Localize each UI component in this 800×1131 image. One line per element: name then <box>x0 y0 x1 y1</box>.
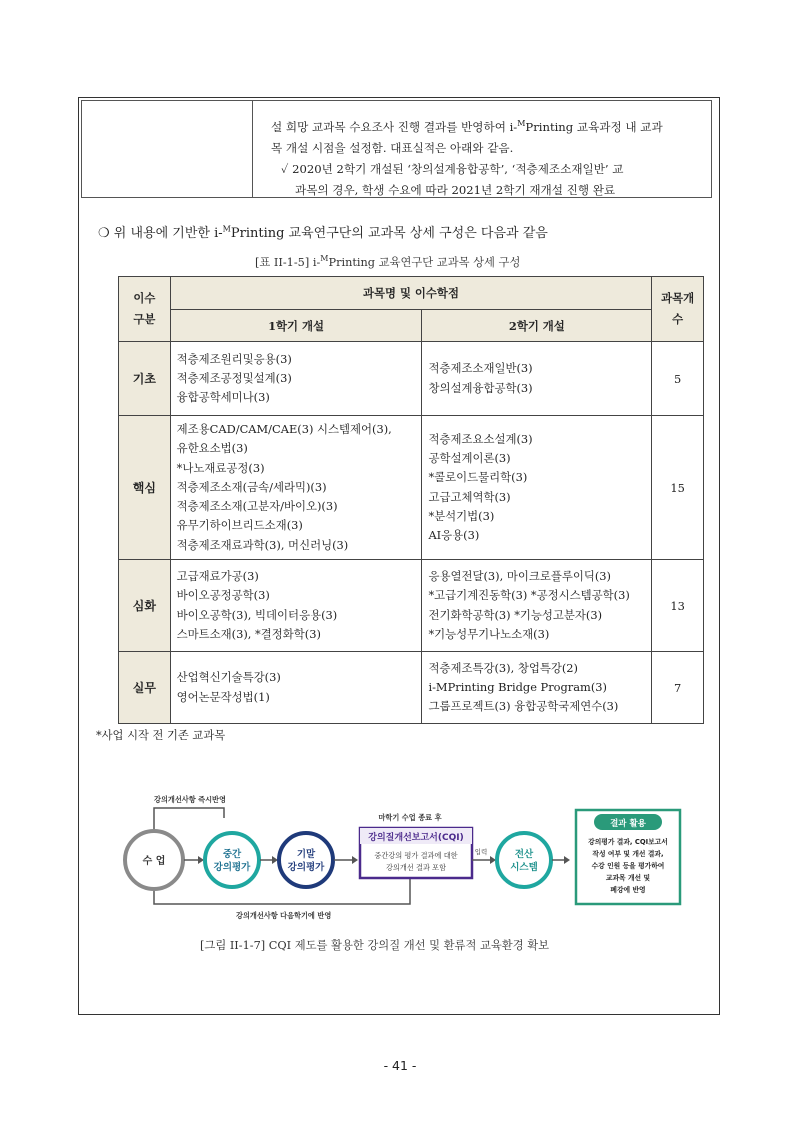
input-label: 입력 <box>474 848 488 856</box>
intro-line-3: 2020년 2학기 개설된 ‘창의설계융합공학’, ‘적층제조소재일반’ 교 <box>292 161 624 176</box>
table-row <box>119 560 704 652</box>
end-of-semester-label: 마학기 수업 종료 후 <box>378 813 442 822</box>
section-text-b: Printing 교육연구단의 교과목 상세 구성은 다음과 같음 <box>230 226 548 241</box>
cqi-report-body-2: 강의개선 결과 포함 <box>385 863 447 872</box>
course-item: 적층제조소재(금속/세라믹)(3) <box>176 479 327 494</box>
course-item: AI응용(3) <box>428 528 480 543</box>
bottom-arrow-label: 강의개선사항 다음학기에 반영 <box>236 911 332 920</box>
course-item: 응용열전달(3), 마이크로플루이딕(3) <box>428 568 611 583</box>
course-item: 유무기하이브리드소재(3) <box>176 518 303 533</box>
table-caption-b: Printing 교육연구단 교과목 상세 구성 <box>328 256 521 269</box>
top-arrow-label: 강의개선사항 즉시반영 <box>154 795 226 804</box>
course-item: 산업혁신기술특강(3) <box>176 670 281 685</box>
row-count: 15 <box>652 416 704 560</box>
table-row <box>119 416 704 560</box>
table-row <box>119 342 704 416</box>
row-category: 핵심 <box>119 416 171 560</box>
midterm-evaluation-circle <box>205 833 259 887</box>
intro-line-1 <box>271 113 703 138</box>
course-item: 영어논문작성법(1) <box>176 689 270 704</box>
course-item: 바이오공정공학(3) <box>176 588 270 603</box>
course-item: *나노재료공정(3) <box>176 460 265 475</box>
system-circle <box>497 833 551 887</box>
course-item: 공학설계이론(3) <box>428 450 511 465</box>
course-item: 전기화학공학(3) *기능성고분자(3) <box>428 607 603 622</box>
course-item: 바이오공학(3), 빅데이터응용(3) <box>176 607 338 622</box>
row-sem2-list <box>422 560 652 652</box>
table-caption <box>255 254 520 270</box>
course-item: 적층제조공정및설계(3) <box>176 370 292 385</box>
final-label-1: 기말 <box>296 849 316 860</box>
course-item: 제조용CAD/CAM/CAE(3) 시스템제어(3), <box>176 422 392 436</box>
header-subjects: 과목명 및 이수학점 <box>170 277 652 310</box>
cqi-report-body-1: 중간강의 평가 결과에 대한 <box>374 851 458 860</box>
intro-line-1-sup: M <box>517 119 526 128</box>
final-label-2: 강의평가 <box>287 862 325 873</box>
course-item: *콜로이드물리학(3) <box>428 470 528 485</box>
course-item: i-MPrinting Bridge Program(3) <box>428 679 607 694</box>
top-feedback-arrow <box>154 808 224 834</box>
course-item: 그룹프로젝트(3) 융합공학국제연수(3) <box>428 699 619 714</box>
course-item: 창의설계융합공학(3) <box>428 380 533 395</box>
row-count: 7 <box>652 652 704 724</box>
row-count: 5 <box>652 342 704 416</box>
cqi-report-title: 강의질개선보고서(CQI) <box>368 833 464 843</box>
intro-box <box>81 100 712 198</box>
figure-caption: [그림 II-1-7] CQI 제도를 활용한 강의질 개선 및 환류적 교육환경 확보 <box>200 939 550 952</box>
result-body-3: 수강 인원 등을 평가하여 <box>591 862 665 870</box>
result-body-2: 작성 여부 및 개선 결과, <box>592 850 664 858</box>
row-sem2-list <box>422 416 652 560</box>
arrow-icon <box>564 856 570 864</box>
row-count: 13 <box>652 560 704 652</box>
row-sem1-list <box>170 416 422 560</box>
result-body-4: 교과목 개선 및 <box>605 874 651 882</box>
course-item: 고급재료가공(3) <box>176 568 259 583</box>
section-sup: M <box>222 224 231 234</box>
arrow-icon <box>352 856 358 864</box>
row-sem1-list <box>170 342 422 416</box>
intro-box-text <box>253 101 711 197</box>
header-category: 이수 구분 <box>119 277 171 342</box>
intro-line-1a: 설 희망 교과목 수요조사 진행 결과를 반영하여 i- <box>271 119 518 134</box>
table-caption-sup: M <box>320 254 329 264</box>
course-item: 융합공학세미나(3) <box>176 390 270 405</box>
course-item: 적층제조소재일반(3) <box>428 361 533 376</box>
row-sem2-list <box>422 342 652 416</box>
final-evaluation-circle <box>279 833 333 887</box>
intro-box-label-cell <box>82 101 253 197</box>
course-item: 유한요소법(3) <box>176 441 248 456</box>
header-semester-1: 1학기 개설 <box>170 310 422 342</box>
intro-line-4: 과목의 경우, 학생 수요에 따라 2021년 2학기 재개설 진행 완료 <box>295 182 616 197</box>
table-footnote: *사업 시작 전 기존 교과목 <box>96 729 226 742</box>
course-item: 적층제조요소설계(3) <box>428 431 533 446</box>
bottom-feedback-arrow <box>154 878 410 904</box>
header-count: 과목개 수 <box>652 277 704 342</box>
check-icon: ✓ <box>281 161 289 176</box>
circle-bullet-icon: ❍ <box>98 226 110 241</box>
system-label-2: 시스템 <box>510 862 538 873</box>
system-label-1: 전산 <box>514 849 534 860</box>
table-row <box>119 652 704 724</box>
result-body-1: 강의평가 결과, CQI보고서 <box>588 838 668 846</box>
intro-line-1b: Printing 교육과정 내 교과 <box>525 119 663 134</box>
course-item: *기능성무기나노소재(3) <box>428 626 550 641</box>
section-text-a: 위 내용에 기반한 i- <box>113 226 223 241</box>
row-category: 실무 <box>119 652 171 724</box>
course-item: 적층제조재료과학(3), 머신러닝(3) <box>176 537 349 552</box>
class-label: 수 업 <box>142 856 166 867</box>
result-body-5: 폐강에 반영 <box>610 886 646 894</box>
row-category: 기초 <box>119 342 171 416</box>
cqi-process-diagram <box>118 786 688 926</box>
intro-line-2: 목 개설 시점을 설정함. 대표실적은 아래와 같음. <box>271 140 514 155</box>
row-sem1-list <box>170 652 422 724</box>
header-semester-2: 2학기 개설 <box>422 310 652 342</box>
course-item: 적층제조소재(고분자/바이오)(3) <box>176 499 338 514</box>
row-sem1-list <box>170 560 422 652</box>
course-item: 스마트소재(3), *결정화학(3) <box>176 626 321 641</box>
course-table <box>118 276 704 724</box>
course-item: *분석기법(3) <box>428 508 495 523</box>
page-number: - 41 - <box>383 1058 417 1073</box>
row-category: 심화 <box>119 560 171 652</box>
table-caption-a: [표 II-1-5] i- <box>255 256 321 269</box>
course-item: *고급기계진동학(3) *공정시스템공학(3) <box>428 588 630 603</box>
course-item: 적층제조특강(3), 창업특강(2) <box>428 660 578 675</box>
row-sem2-list <box>422 652 652 724</box>
section-statement <box>98 222 548 241</box>
midterm-label-1: 중간 <box>222 849 242 860</box>
midterm-label-2: 강의평가 <box>213 862 251 873</box>
course-item: 고급고체역학(3) <box>428 489 511 504</box>
course-item: 적층제조원리및응용(3) <box>176 351 292 366</box>
result-title: 결과 활용 <box>610 819 646 829</box>
